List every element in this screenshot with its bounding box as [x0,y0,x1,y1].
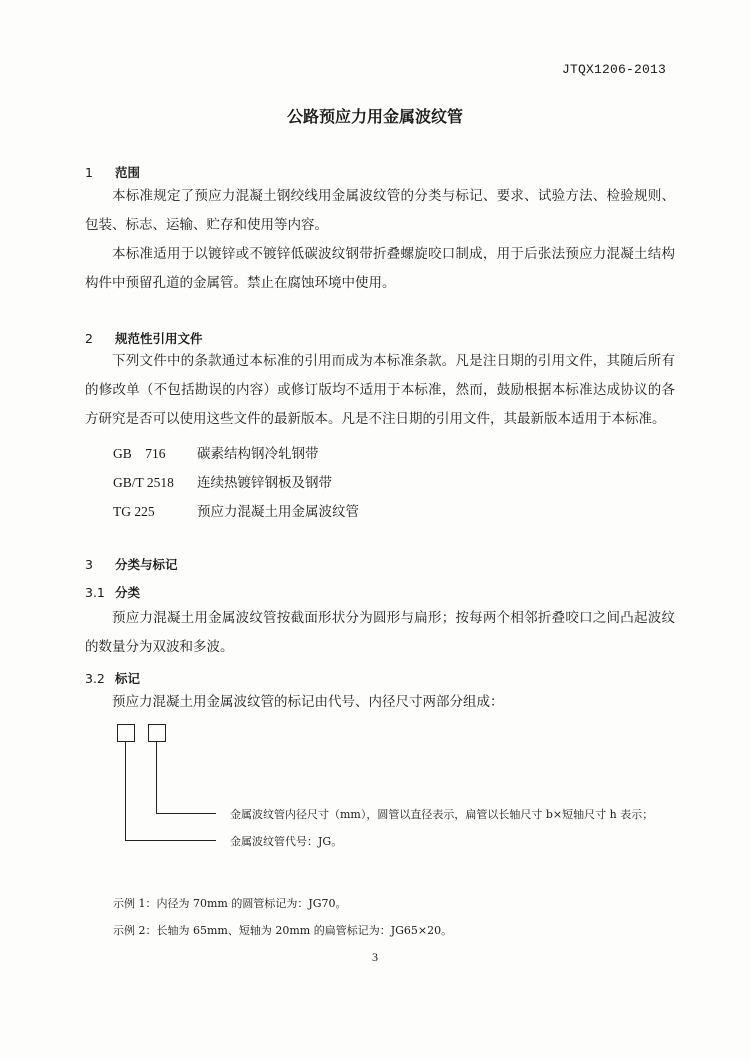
section-1-paragraph-1: 本标准规定了预应力混凝土钢绞线用金属波纹管的分类与标记、要求、试验方法、检验规则、包装、标志、运输、贮存和使用等内容。 [85,188,675,233]
inner-size-note: 金属波纹管内径尺寸（mm），圆管以直径表示，扁管以长轴尺寸 b×短轴尺寸 h 表示； [230,808,654,821]
reference-row [113,500,359,520]
section-2-heading [85,329,203,347]
section-title: 范围 [115,165,141,180]
section-title: 分类与标记 [115,557,178,572]
standard-code: JTQX1206-2013 [561,62,666,77]
size-leader-line [156,742,157,813]
section-1-heading [85,163,140,181]
code-leader-line [125,742,126,840]
section-number: 1 [85,165,93,180]
size-placeholder-box [148,724,166,742]
example-1: 示例 1：内径为 70mm 的圆管标记为：JG70。 [113,897,347,910]
subsection-number: 3.2 [85,671,105,686]
section-3-heading [85,555,178,573]
section-title: 规范性引用文件 [115,331,203,346]
reference-row [113,442,319,462]
reference-row [113,471,332,491]
reference-code: GB 716 [113,446,166,461]
reference-name: 碳素结构钢冷轧钢带 [197,446,319,462]
page-number: 3 [372,950,378,964]
subsection-3-2-heading [85,669,140,687]
subsection-3-2-paragraph: 预应力混凝土用金属波纹管的标记由代号、内径尺寸两部分组成： [112,694,504,710]
document-title: 公路预应力用金属波纹管 [286,107,463,126]
reference-code: GB/T 2518 [113,475,174,490]
reference-name: 连续热镀锌钢板及钢带 [197,475,332,491]
reference-name: 预应力混凝土用金属波纹管 [197,504,359,520]
subsection-3-1-paragraph: 预应力混凝土用金属波纹管按截面形状分为圆形与扁形；按每两个相邻折叠咬口之间凸起波纹的数量分为双波和多波。 [85,610,675,655]
code-placeholder-box [117,724,135,742]
section-number: 2 [85,331,93,346]
code-leader-line [125,840,216,841]
subsection-3-1-heading [85,583,140,601]
section-2-paragraph-1: 下列文件中的条款通过本标准的引用而成为本标准条款。凡是注日期的引用文件，其随后所有的修改单（不包括勘误的内容）或修订版均不适用于本标准，然而，鼓励根据本标准达成协议的各方研究是否可以使用这些文件的最新版本。凡是不注日期的引用文件，其最新版本适用于本标准。 [85,353,675,427]
subsection-number: 3.1 [85,585,105,600]
size-leader-line [156,813,216,814]
subsection-title: 标记 [115,671,141,686]
section-number: 3 [85,557,93,572]
section-1-paragraph-2: 本标准适用于以镀锌或不镀锌低碳波纹钢带折叠螺旋咬口制成，用于后张法预应力混凝土结构构件中预留孔道的金属管。禁止在腐蚀环境中使用。 [85,246,675,291]
subsection-title: 分类 [115,585,141,600]
code-note: 金属波纹管代号：JG。 [230,835,343,848]
reference-code: TG 225 [113,504,155,519]
example-2: 示例 2：长轴为 65mm、短轴为 20mm 的扁管标记为：JG65×20。 [113,924,453,937]
